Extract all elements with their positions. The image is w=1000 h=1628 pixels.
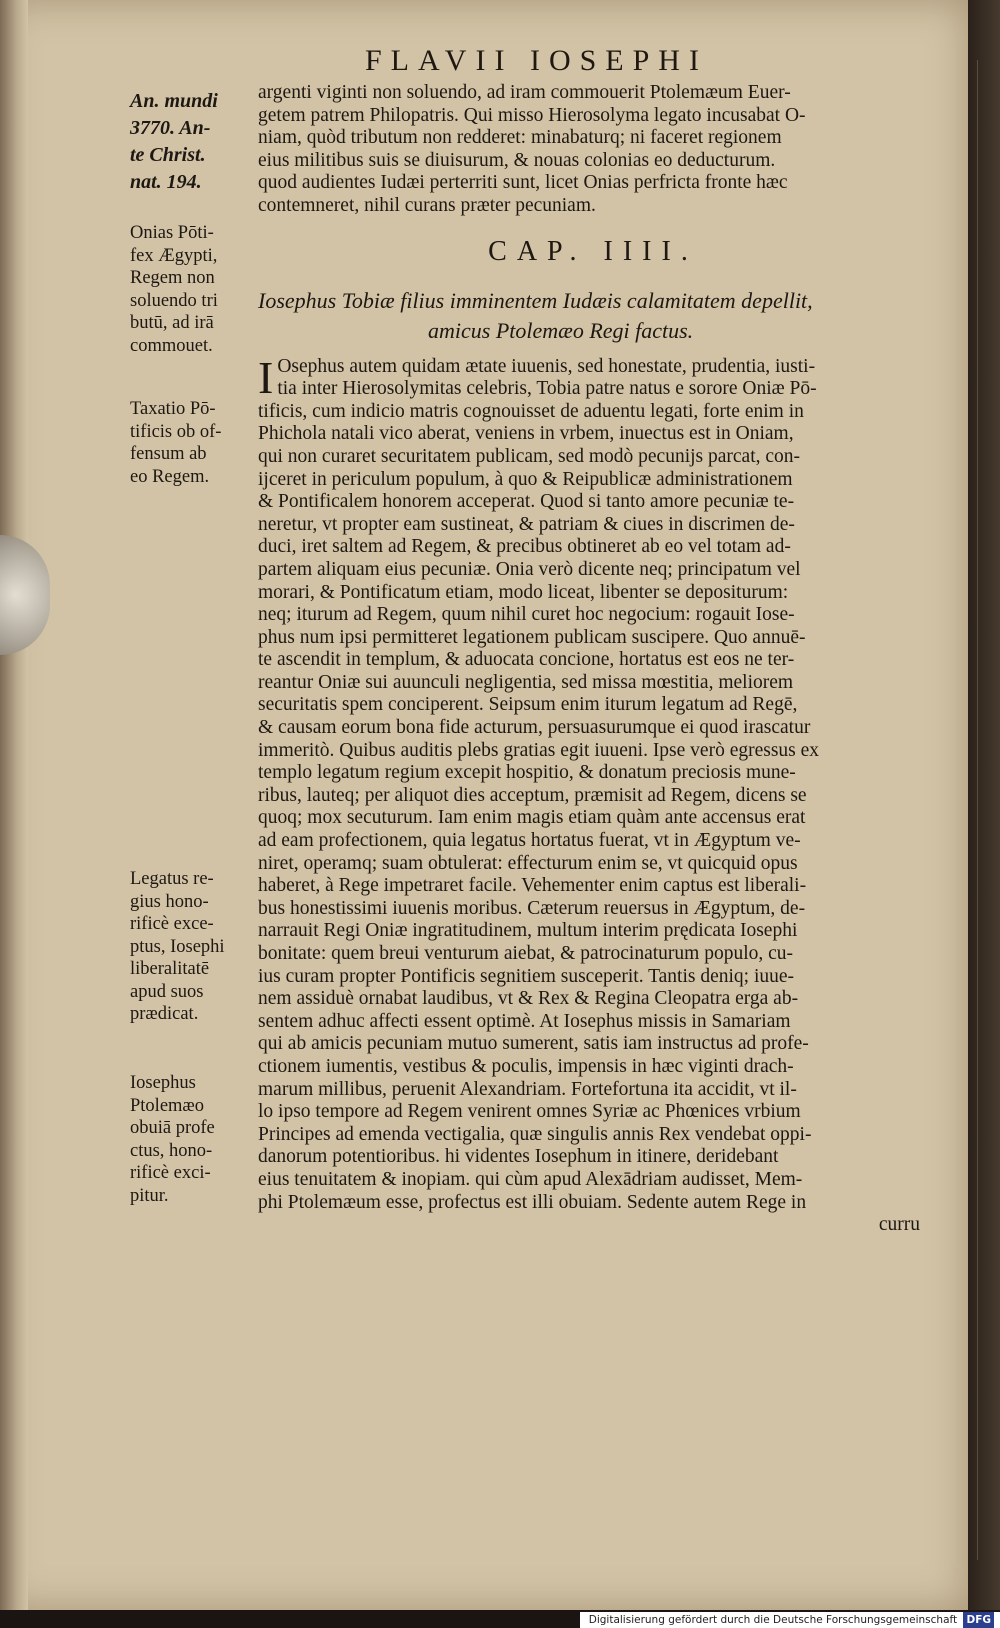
margin-note-line: fex Ægypti, <box>130 245 218 266</box>
text-line: niret, operamq; suam obtulerat: effecturum enim se, vt quicquid opus <box>258 852 798 874</box>
text-line: marum millibus, peruenit Alexandriam. Fortefortuna ita accidit, vt il- <box>258 1078 797 1100</box>
main-text <box>258 82 928 1237</box>
margin-note-taxatio <box>130 398 260 488</box>
text-line: securitatis spem conciperent. Seipsum enim iturum legatum ad Regē, <box>258 694 798 716</box>
text-line: te ascendit in templum, & aduocata concione, hortatus est eos ne ter- <box>258 649 795 671</box>
text-line: contemneret, nihil curans præter pecuniam. <box>258 194 596 216</box>
summary-line: amicus Ptolemæo Regi factus. <box>428 317 694 343</box>
body-paragraph <box>258 351 928 1237</box>
book-gutter <box>0 0 28 1610</box>
text-line: bus honestissimi iuuenis moribus. Cæterum reuersus in Ægyptum, de- <box>258 897 806 919</box>
margin-note-line: eo Regem. <box>130 466 210 487</box>
margin-note-line: gius hono- <box>130 891 209 912</box>
margin-note-line: fensum ab <box>130 444 207 464</box>
text-line: ad eam profectionem, quia legatus hortatus fuerat, vt in Ægyptum ve- <box>258 830 801 852</box>
text-line: neq; iturum ad Regem, quum nihil curet hoc negocium: rogauit Iose- <box>258 604 795 626</box>
text-line: & causam eorum bona fide acturum, persuasurumque ei quod irascatur <box>258 717 811 739</box>
text-line: getem patrem Philopatris. Qui misso Hierosolyma legato incusabat O- <box>258 104 806 126</box>
text-line: neretur, vt propter eam sustineat, & patriam & ciues in discrimen de- <box>258 513 795 535</box>
chapter-summary <box>258 286 928 346</box>
text-line: Phichola natali vico aberat, veniens in vrbem, inuectus est in Oniam, <box>258 423 794 445</box>
margin-note-legatus <box>130 868 260 1026</box>
text-line: reantur Oniæ sui auunculi negligentia, sed missa mœstitia, meliorem <box>258 671 794 693</box>
footer-text: Digitalisierung gefördert durch die Deutsche Forschungsgemeinschaft <box>588 1614 958 1626</box>
text-line: & Pontificalem honorem acceperat. Quod si tanto amore pecuniæ te- <box>258 491 795 513</box>
margin-note-line: Legatus re- <box>130 869 214 889</box>
text-line: sentem adhuc affecti essent optimè. At Iosephus missis in Samariam <box>258 1010 791 1032</box>
margin-note-iosephus <box>130 1072 260 1207</box>
text-line: partem aliquam eius pecuniæ. Onia verò dicente neq; principatum vel <box>258 558 801 580</box>
margin-note-line: te Christ. <box>130 144 206 166</box>
margin-note-line: prædicat. <box>130 1004 199 1024</box>
margin-note-line: An. mundi <box>130 90 218 112</box>
margin-note-line: pitur. <box>130 1185 169 1206</box>
margin-note-year <box>130 88 260 196</box>
page-edge <box>968 0 1000 1610</box>
margin-note-line: obuiā profe <box>130 1118 215 1138</box>
margin-note-line: ptus, Iosephi <box>130 936 225 957</box>
margin-note-line: apud suos <box>130 981 204 1002</box>
text-line: narrauit Regi Oniæ ingratitudinem, multum interim prędicata Iosephi <box>258 920 798 942</box>
text-line: bonitate: quem breui venturum aiebat, & patrocinaturum populo, cu- <box>258 943 794 964</box>
bookmark-ribbon <box>0 535 50 655</box>
margin-note-line: butū, ad irā <box>130 313 214 333</box>
margin-note-line: nat. 194. <box>130 171 202 193</box>
text-line: argenti viginti non soluendo, ad iram commouerit Ptolemæum Euer- <box>258 82 791 103</box>
summary-line: Iosephus Tobiæ filius imminentem Iudæis calamitatem depellit, <box>258 287 813 313</box>
text-line: eius tenuitatem & inopiam. qui cùm apud Alexādriam audisset, Mem- <box>258 1168 803 1190</box>
text-line: eius militibus suis se diuisurum, & nouas colonias eo deducturum. <box>258 149 776 171</box>
text-line: qui ab amicis pecuniam mutuo sumerent, satis iam instructus ad profe- <box>258 1033 809 1055</box>
text-line: lo ipso tempore ad Regem venirent omnes Syriæ ac Phœnices vrbium <box>258 1101 801 1123</box>
text-line: quoq; mox secuturum. Iam enim magis etiam quàm ante accensus erat <box>258 807 806 829</box>
text-line: quod audientes Iudæi perterriti sunt, licet Onias perfricta fronte hæc <box>258 172 788 194</box>
margin-note-line: Ptolemæo <box>130 1095 205 1116</box>
page-edge-line <box>977 60 990 1560</box>
margin-note-line: tificis ob of- <box>130 421 222 442</box>
catchword: curru <box>878 1214 920 1236</box>
margin-note-line: rificè exci- <box>130 1163 211 1183</box>
top-paragraph <box>258 82 928 218</box>
text-line: ius curam propter Pontificis segnitiem susceperit. Tantis deniq; iuue- <box>258 965 795 987</box>
text-line: haberet, à Rege impetraret facile. Vehementer enim captus est liberali- <box>258 875 807 897</box>
drop-cap: I <box>258 351 274 403</box>
text-line: niam, quòd tributum non redderet: minabaturq; ni faceret regionem <box>258 127 782 149</box>
text-line: templo legatum regium excepit hospitio, & donatum preciosis mune- <box>258 762 796 784</box>
text-line: nem assiduè ornabat laudibus, vt & Rex & Regina Cleopatra erga ab- <box>258 988 799 1010</box>
dfg-logo: DFG <box>963 1612 994 1628</box>
margin-note-line: rificè exce- <box>130 914 214 934</box>
text-line: tificis, cum indicio matris cognouisset de aduentu legati, forte enim in <box>258 400 804 422</box>
text-line: Principes ad emenda vectigalia, quæ singulis annis Rex vendebat oppi- <box>258 1123 812 1145</box>
text-line: phus num ipsi permitteret legationem publicam suscipere. Quo annuē- <box>258 626 806 648</box>
text-line: immeritò. Quibus auditis plebs gratias egit iuueni. Ipse verò egressus ex <box>258 739 820 761</box>
margin-note-onias <box>130 222 260 357</box>
text-line: ribus, lauteq; per aliquot dies acceptum, præmisit ad Regem, dicens se <box>258 784 807 806</box>
text-line: danorum potentioribus. hi videntes Iosephum in itinere, deridebant <box>258 1146 779 1168</box>
margin-note-line: liberalitatē <box>130 959 210 979</box>
text-line: phi Ptolemæum esse, profectus est illi obuiam. Sedente autem Rege in <box>258 1191 807 1213</box>
text-line: tia inter Hierosolymitas celebris, Tobia patre natus e sorore Oniæ Pō- <box>277 378 817 400</box>
margin-note-line: Iosephus <box>130 1073 196 1093</box>
margin-note-line: Regem non <box>130 268 215 288</box>
margin-note-line: commouet. <box>130 335 213 356</box>
text-line: Osephus autem quidam ætate iuuenis, sed honestate, prudentia, iusti- <box>277 355 816 377</box>
text-line: morari, & Pontificatum etiam, modo liceat, libenter se depositurum: <box>258 581 789 603</box>
text-line: ijceret in periculum populum, à quo & Reipublicæ administrationem <box>258 468 793 490</box>
margin-note-line: ctus, hono- <box>130 1140 213 1161</box>
margin-note-line: Taxatio Pō- <box>130 399 216 419</box>
margin-note-line: Onias Pōti- <box>130 223 214 243</box>
text-line: duci, iret saltem ad Regem, & precibus obtineret ab eo vel totam ad- <box>258 536 791 558</box>
margin-note-line: soluendo tri <box>130 290 218 311</box>
text-line: qui non curaret securitatem publicam, sed modò pecunijs parcat, con- <box>258 445 801 467</box>
digitization-footer <box>580 1612 1000 1628</box>
margin-note-line: 3770. An- <box>130 117 211 139</box>
text-line: ctionem iumentis, vestibus & poculis, impensis in hæc viginti drach- <box>258 1055 794 1077</box>
chapter-heading: CAP. IIII. <box>488 235 698 267</box>
running-head: FLAVII IOSEPHI <box>365 44 708 77</box>
